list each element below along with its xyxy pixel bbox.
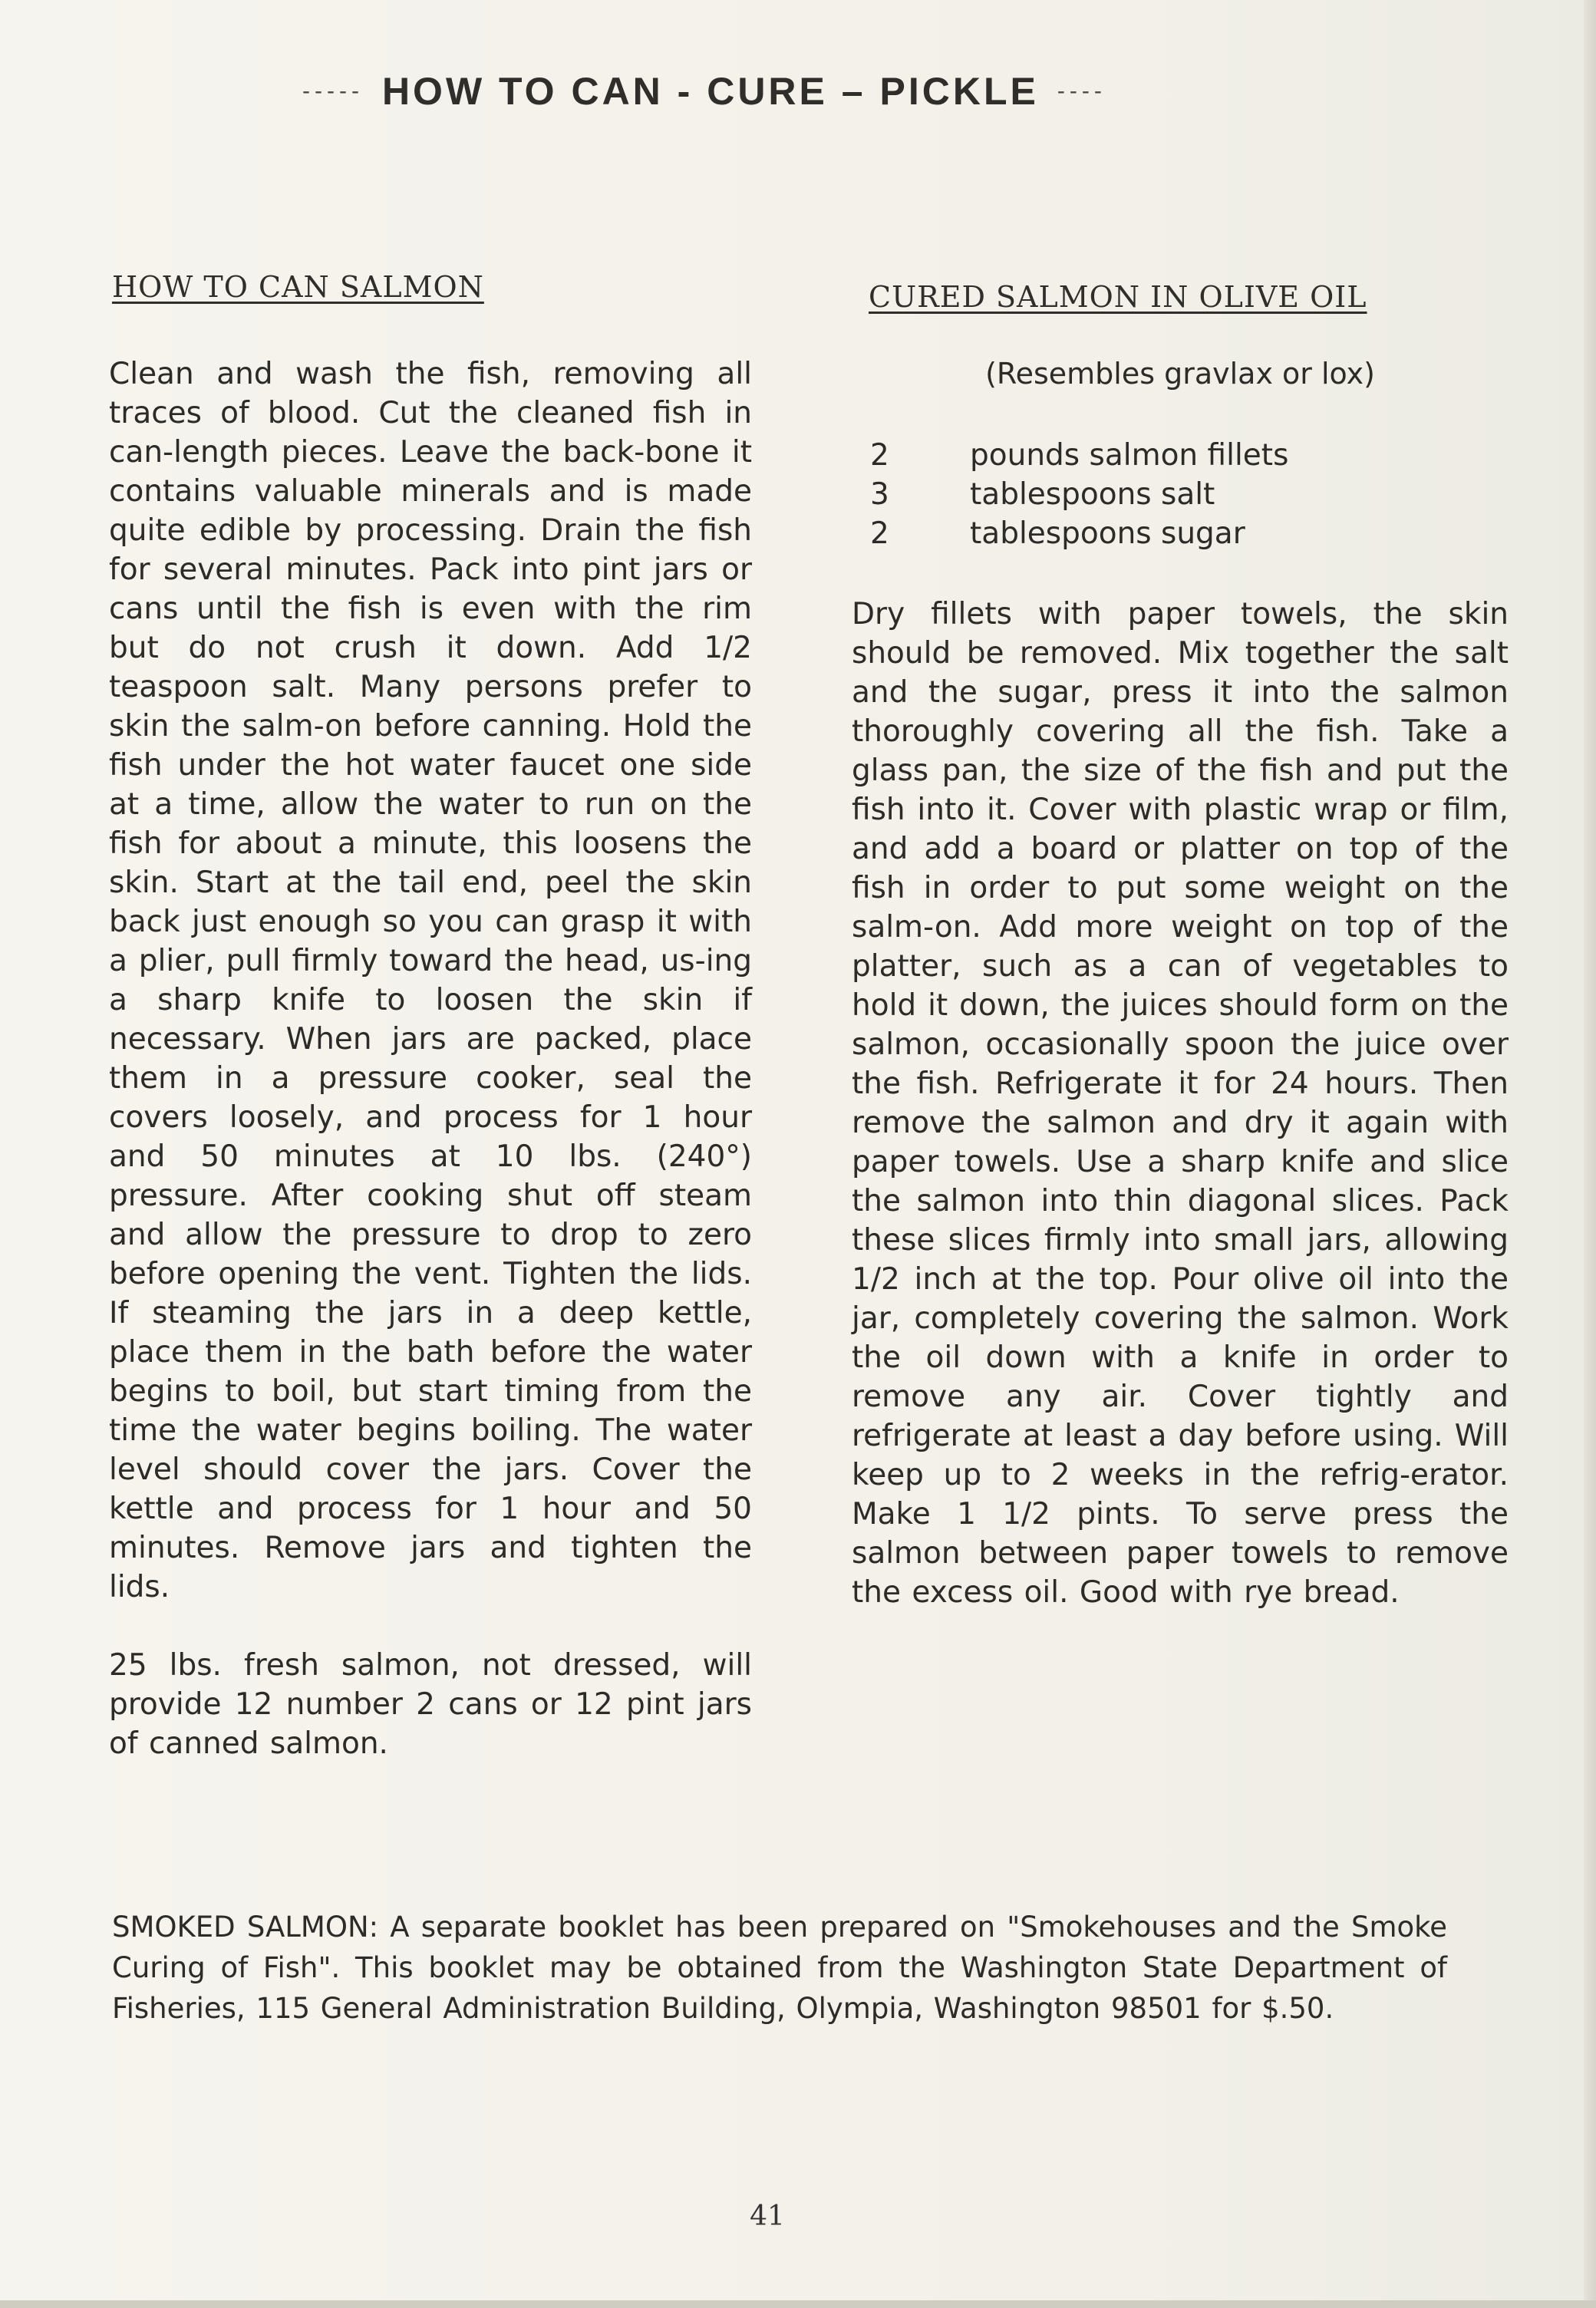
ingredient-qty: 2	[870, 516, 889, 551]
page-header	[284, 69, 1205, 114]
left-column	[109, 354, 752, 1763]
header-right-dashes: ----	[1057, 78, 1106, 104]
right-column	[852, 595, 1509, 1612]
ingredient-qty: 3	[870, 477, 889, 512]
page-number: 41	[750, 2201, 785, 2232]
left-section-heading: HOW TO CAN SALMON	[112, 270, 484, 304]
ingredient-name: tablespoons salt	[970, 477, 1215, 512]
ingredient-item	[870, 475, 1288, 514]
page-title: HOW TO CAN - CURE – PICKLE	[381, 70, 1039, 113]
canning-yield: 25 lbs. fresh salmon, not dressed, will provide 12 number 2 cans or 12 pint jars of canned salmon.	[109, 1648, 752, 1761]
bottom-edge	[0, 2300, 1596, 2308]
right-section-heading: CURED SALMON IN OLIVE OIL	[869, 280, 1367, 314]
ingredient-item	[870, 436, 1288, 475]
ingredient-name: pounds salmon fillets	[970, 438, 1289, 473]
ingredient-name: tablespoons sugar	[970, 516, 1245, 551]
curing-instructions: Dry fillets with paper towels, the skin should be removed. Mix together the salt and the sugar, press it into the salmon thoroughly covering all the fish. Take a glass pan, the size of the fish and put the fish into it. Cover with plastic wrap or film, and add a board or platter on top of the fish in order to put some weight on the salm-on. Add more weight on top of the platter, such as a can of vegetables to hold it down, the juices should form on the salmon, occasionally spoon the juice over the fish. Refrigerate it for 24 hours. Then remove the salmon and dry it again with paper towels. Use a sharp knife and slice the salmon into thin diagonal slices. Pack these slices firmly into small jars, allowing 1/2 inch at the top. Pour olive oil into the jar, completely covering the salmon. Work the oil down with a knife in order to remove any air. Cover tightly and refrigerate at least a day before using. Will keep up to 2 weeks in the refrig-erator. Make 1 1/2 pints. To serve press the salmon between paper towels to remove the excess oil. Good with rye bread.	[852, 597, 1509, 1610]
canning-instructions: Clean and wash the fish, removing all traces of blood. Cut the cleaned fish in can-length pieces. Leave the back-bone it contains valuable minerals and is made quite edible by processing. Drain the fish for several minutes. Pack into pint jars or cans until the fish is even with the rim but do not crush it down. Add 1/2 teaspoon salt. Many persons prefer to skin the salm-on before canning. Hold the fish under the hot water faucet one side at a time, allow the water to run on the fish for about a minute, this loosens the skin. Start at the tail end, peel the skin back just enough so you can grasp it with a plier, pull firmly toward the head, us-ing a sharp knife to loosen the skin if necessary. When jars are packed, place them in a pressure cooker, seal the covers loosely, and process for 1 hour and 50 minutes at 10 lbs. (240°) pressure. After cooking shut off steam and allow the pressure to drop to zero before opening the vent. Tighten the lids. If steaming the jars in a deep kettle, place them in the bath before the water begins to boil, but start timing from the time the water begins boiling. The water level should cover the jars. Cover the kettle and process for 1 hour and 50 minutes. Remove jars and tighten the lids.	[109, 357, 752, 1604]
page-edge	[1584, 0, 1596, 2308]
ingredient-list	[870, 436, 1288, 553]
ingredient-item	[870, 514, 1288, 553]
ingredient-qty: 2	[870, 438, 889, 473]
smoked-salmon-note: SMOKED SALMON: A separate booklet has been prepared on "Smokehouses and the Smoke Curing of Fish". This booklet may be obtained from the Washington State Department of Fisheries, 115 General Administration Building, Olympia, Washington 98501 for $.50.	[112, 1911, 1447, 2025]
recipe-subtitle: (Resembles gravlax or lox)	[985, 357, 1375, 391]
header-left-dashes: -----	[302, 78, 364, 104]
